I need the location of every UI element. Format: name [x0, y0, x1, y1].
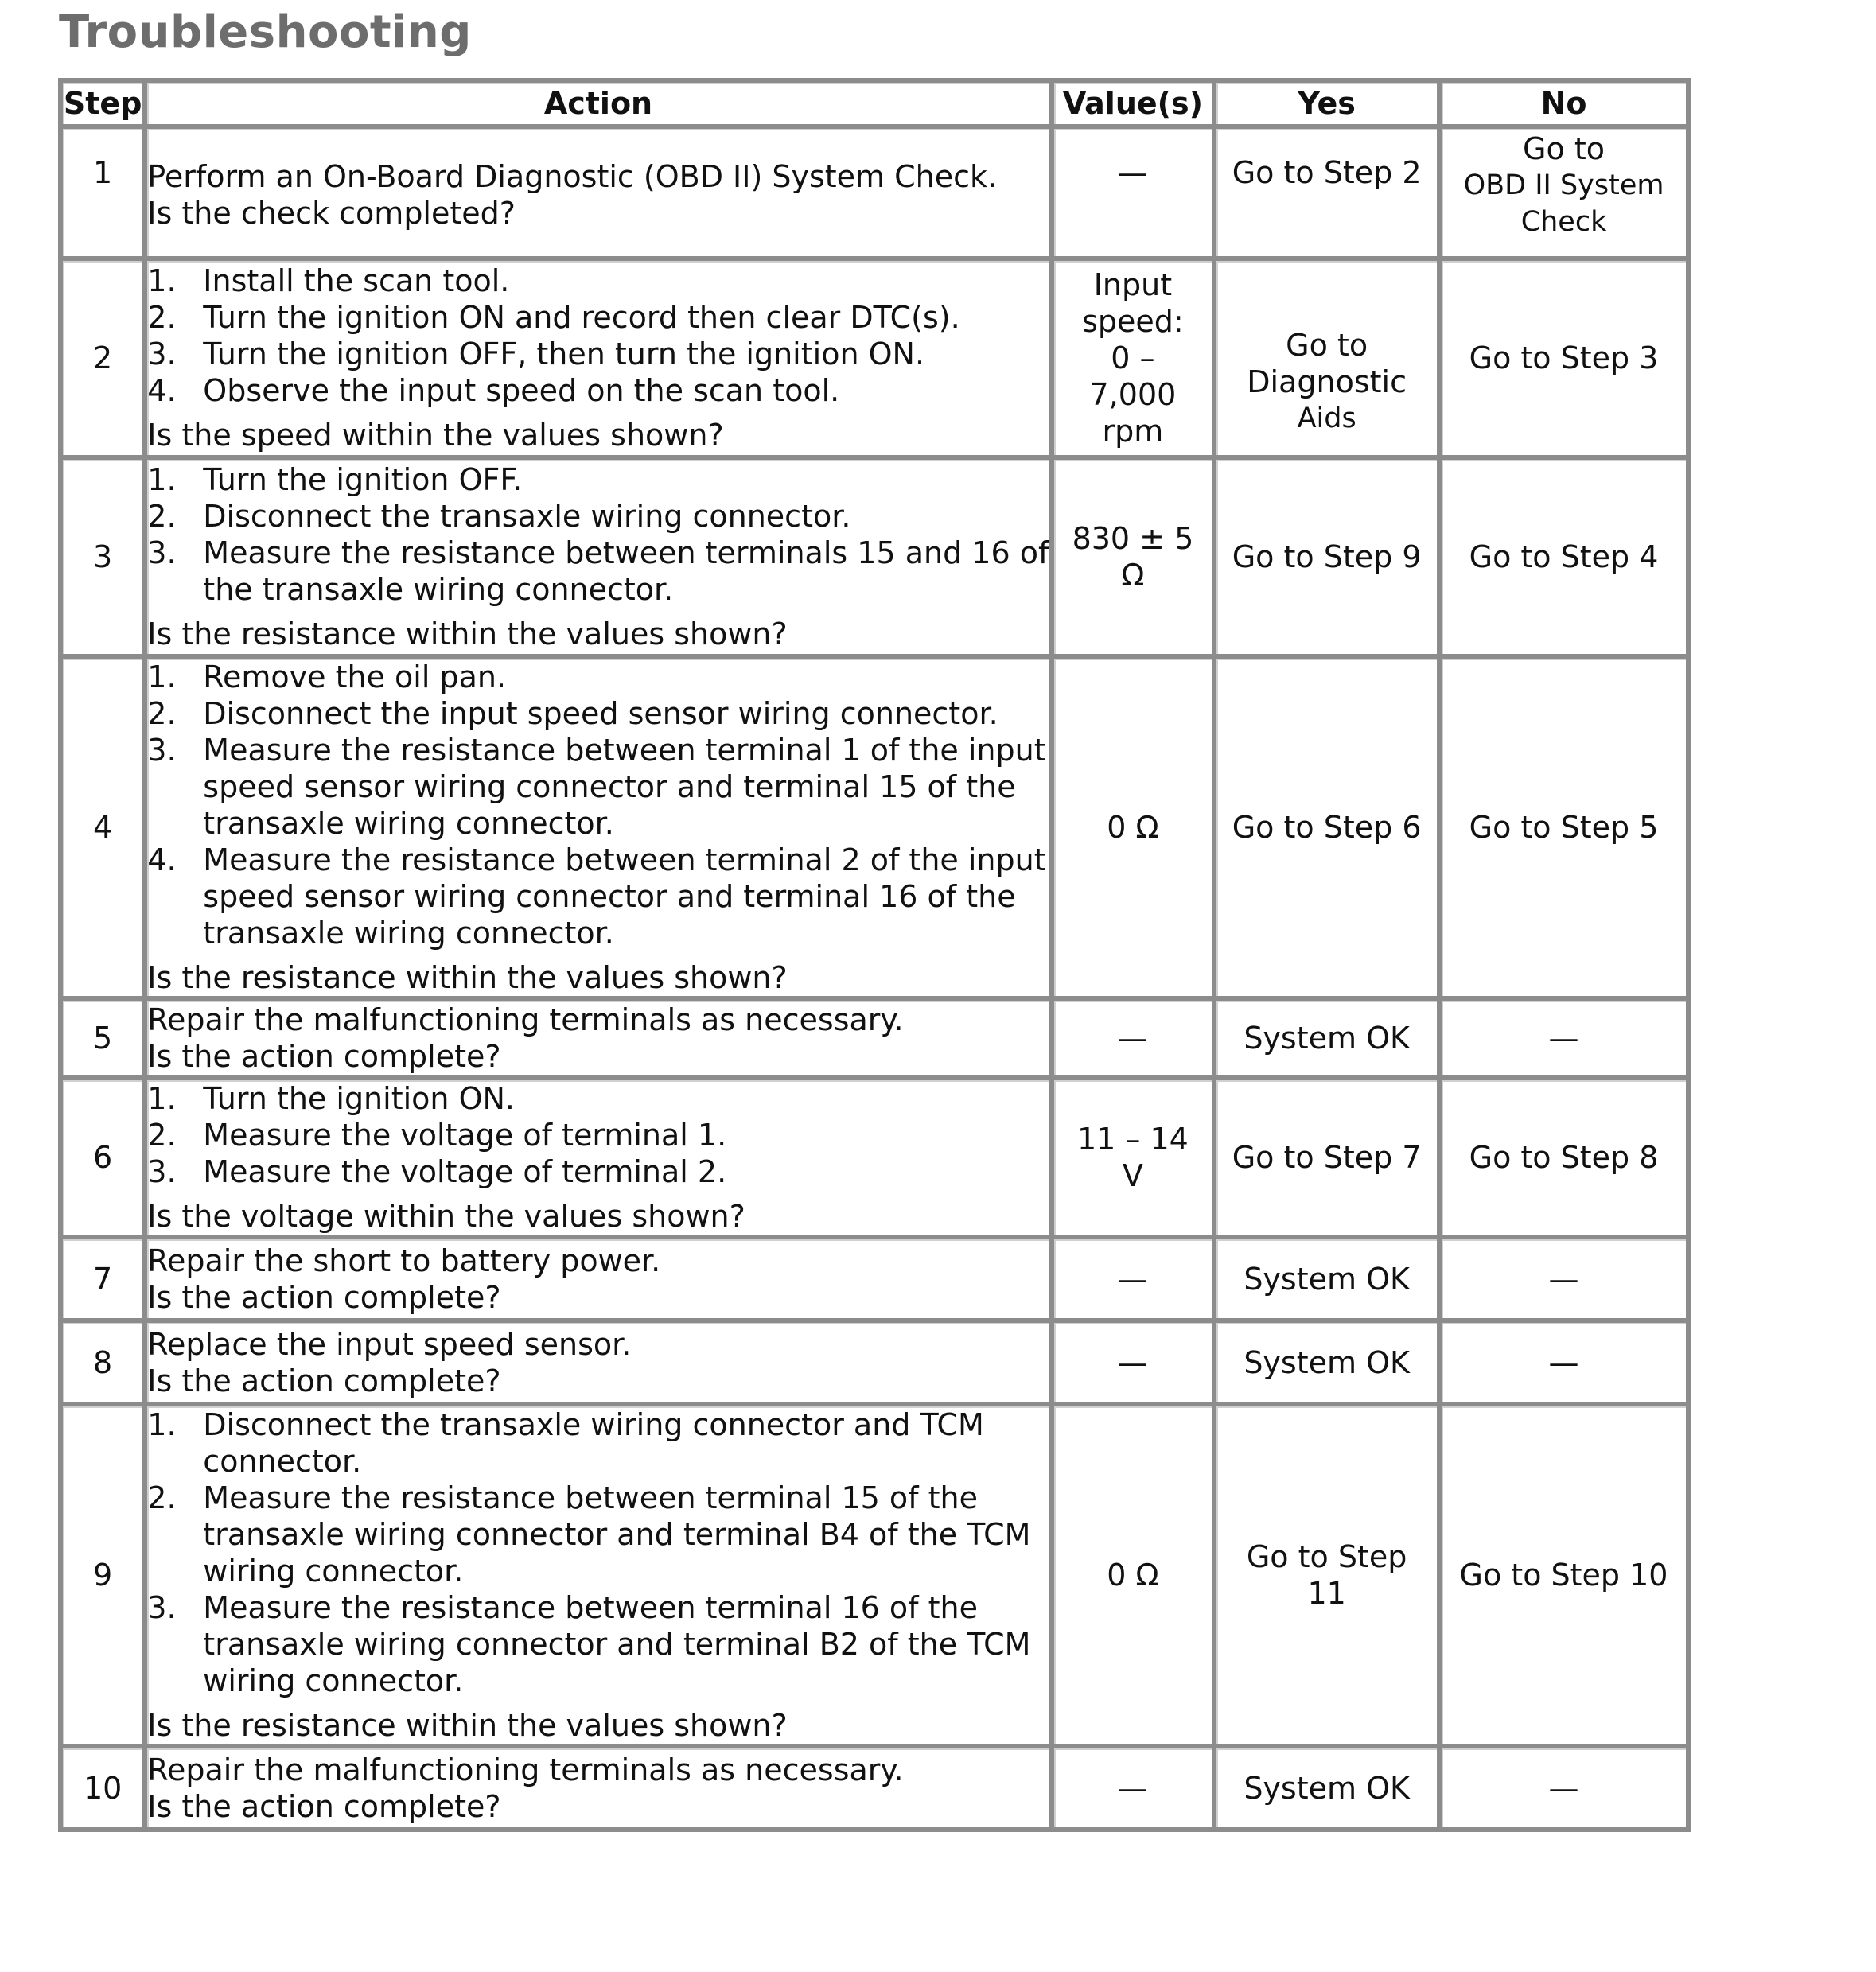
value-cell — [1054, 659, 1217, 1001]
action-list-item — [147, 498, 1049, 535]
action-item-text: Turn the ignition OFF, then turn the ignition ON. — [203, 336, 925, 371]
value-text: — — [1117, 1344, 1148, 1380]
action-question: Is the action complete? — [147, 1279, 501, 1315]
no-text: Go to Step 3 — [1469, 340, 1659, 375]
step-number: 10 — [63, 1748, 147, 1832]
action-question: Is the action complete? — [147, 1788, 501, 1824]
action-item-text: Measure the voltage of terminal 1. — [203, 1118, 727, 1153]
value-line: Ω — [1121, 558, 1145, 593]
action-list — [147, 263, 1049, 409]
action-line: Perform an On-Board Diagnostic (OBD II) System Check. — [147, 159, 998, 194]
no-text: Go to Step 8 — [1469, 1140, 1659, 1175]
action-question: Is the resistance within the values shown? — [147, 616, 788, 651]
value-cell — [1054, 261, 1217, 460]
table-row — [63, 1323, 1691, 1406]
action-item-text: Measure the resistance between terminals 15 and 16 of the transaxle wiring connector. — [203, 535, 1049, 607]
header-row — [63, 83, 1691, 129]
table-row — [63, 1239, 1691, 1323]
action-list-item — [147, 1080, 1049, 1117]
action-item-number: 1. — [147, 659, 177, 694]
action-question: Is the speed within the values shown? — [147, 418, 724, 453]
step-number: 7 — [63, 1239, 147, 1323]
action-item-number: 4. — [147, 842, 177, 877]
action-cell — [147, 1323, 1053, 1406]
yes-cell — [1216, 1323, 1442, 1406]
action-question: Is the check completed? — [147, 196, 516, 231]
no-text: Go to Step 4 — [1469, 539, 1659, 574]
no-cell — [1442, 129, 1691, 261]
table-row — [63, 1406, 1691, 1748]
action-question: Is the action complete? — [147, 1363, 501, 1398]
no-text: — — [1548, 1770, 1579, 1806]
action-item-number: 2. — [147, 1118, 177, 1153]
action-list-item — [147, 1153, 1049, 1190]
value-line: 830 ± 5 — [1072, 521, 1194, 556]
page-title: Troubleshooting — [59, 6, 472, 58]
action-line: Repair the malfunctioning terminals as necessary. — [147, 1002, 904, 1037]
action-item-number: 2. — [147, 1480, 177, 1515]
yes-cell — [1216, 1239, 1442, 1323]
action-item-text: Remove the oil pan. — [203, 659, 507, 694]
yes-text: Go to Step 7 — [1232, 1140, 1422, 1175]
action-list-item — [147, 372, 1049, 409]
value-cell — [1054, 1080, 1217, 1239]
action-item-text: Install the scan tool. — [203, 263, 510, 298]
yes-line: Diagnostic — [1247, 364, 1407, 399]
yes-text: Go to Step 9 — [1232, 539, 1422, 574]
value-line: V — [1122, 1158, 1143, 1193]
yes-cell — [1216, 261, 1442, 460]
action-item-text: Measure the voltage of terminal 2. — [203, 1154, 727, 1189]
action-item-number: 3. — [147, 1590, 177, 1625]
value-text: — — [1117, 1261, 1148, 1297]
value-cell — [1054, 1748, 1217, 1832]
action-list-item — [147, 732, 1049, 842]
action-item-number: 4. — [147, 373, 177, 408]
no-text: Go to Step 5 — [1469, 810, 1659, 845]
action-item-text: Turn the ignition ON. — [203, 1081, 515, 1116]
yes-line: 11 — [1307, 1576, 1346, 1611]
action-item-number: 1. — [147, 462, 177, 497]
action-list — [147, 1406, 1049, 1699]
value-line: speed: — [1082, 304, 1184, 339]
action-cell — [147, 1239, 1053, 1323]
no-cell — [1442, 1323, 1691, 1406]
yes-cell — [1216, 1001, 1442, 1080]
action-cell — [147, 460, 1053, 659]
table-row — [63, 1001, 1691, 1080]
step-number: 3 — [63, 460, 147, 659]
step-number: 6 — [63, 1080, 147, 1239]
yes-text: Go to Step 2 — [1232, 155, 1422, 190]
yes-cell — [1216, 1748, 1442, 1832]
no-cell — [1442, 1406, 1691, 1748]
value-line: 7,000 — [1089, 377, 1177, 412]
no-cell — [1442, 1239, 1691, 1323]
action-item-text: Disconnect the transaxle wiring connector. — [203, 499, 851, 534]
action-list-item — [147, 1589, 1049, 1699]
header-no: No — [1442, 83, 1691, 129]
yes-line: Go to — [1286, 328, 1368, 363]
no-cell — [1442, 659, 1691, 1001]
step-number: 9 — [63, 1406, 147, 1748]
table-body — [63, 129, 1691, 1832]
step-number: 5 — [63, 1001, 147, 1080]
action-line: Repair the short to battery power. — [147, 1243, 661, 1278]
yes-line: Aids — [1297, 403, 1356, 434]
action-item-number: 2. — [147, 696, 177, 731]
action-item-number: 3. — [147, 1154, 177, 1189]
action-item-number: 1. — [147, 1407, 177, 1442]
action-list-item — [147, 535, 1049, 608]
value-text: 0 Ω — [1107, 810, 1159, 845]
yes-cell — [1216, 659, 1442, 1001]
action-question: Is the resistance within the values shown? — [147, 1708, 788, 1743]
value-line: rpm — [1102, 414, 1164, 449]
action-list-item — [147, 299, 1049, 336]
action-cell — [147, 129, 1053, 261]
no-line: Go to — [1523, 131, 1605, 166]
table-row — [63, 659, 1691, 1001]
no-text: — — [1548, 1344, 1579, 1380]
value-cell — [1054, 1239, 1217, 1323]
step-number: 4 — [63, 659, 147, 1001]
action-item-number: 1. — [147, 263, 177, 298]
table-row — [63, 129, 1691, 261]
action-cell — [147, 1748, 1053, 1832]
value-text: — — [1117, 155, 1148, 190]
step-number: 8 — [63, 1323, 147, 1406]
action-list — [147, 659, 1049, 951]
yes-text: System OK — [1244, 1344, 1410, 1380]
action-item-number: 2. — [147, 300, 177, 335]
action-list-item — [147, 842, 1049, 951]
action-question: Is the voltage within the values shown? — [147, 1199, 745, 1234]
action-list-item — [147, 1406, 1049, 1480]
action-item-number: 3. — [147, 535, 177, 570]
yes-text: System OK — [1244, 1261, 1410, 1297]
no-cell — [1442, 261, 1691, 460]
action-cell — [147, 659, 1053, 1001]
header-step: Step — [63, 83, 147, 129]
action-item-text: Measure the resistance between terminal 1 of the input speed sensor wiring connector and terminal 15 of the transaxle wiring connector. — [203, 733, 1046, 841]
action-cell — [147, 1080, 1053, 1239]
action-list-item — [147, 659, 1049, 695]
no-line: Check — [1520, 206, 1607, 238]
no-cell — [1442, 460, 1691, 659]
no-cell — [1442, 1748, 1691, 1832]
action-item-number: 3. — [147, 733, 177, 768]
action-item-text: Turn the ignition OFF. — [203, 462, 523, 497]
step-number: 2 — [63, 261, 147, 460]
action-item-text: Observe the input speed on the scan tool. — [203, 373, 840, 408]
table-row — [63, 1748, 1691, 1832]
action-line: Repair the malfunctioning terminals as necessary. — [147, 1752, 904, 1787]
action-item-text: Disconnect the transaxle wiring connector and TCM connector. — [203, 1407, 984, 1479]
yes-cell — [1216, 1080, 1442, 1239]
action-question: Is the action complete? — [147, 1039, 501, 1074]
value-line: 11 – 14 — [1076, 1122, 1189, 1157]
header-action: Action — [147, 83, 1053, 129]
header-values: Value(s) — [1054, 83, 1217, 129]
yes-text: Go to Step 6 — [1232, 810, 1422, 845]
value-cell — [1054, 460, 1217, 659]
action-list-item — [147, 263, 1049, 299]
value-line: 0 – — [1111, 340, 1155, 375]
action-item-number: 2. — [147, 499, 177, 534]
action-list-item — [147, 1117, 1049, 1153]
action-item-text: Turn the ignition ON and record then clear DTC(s). — [203, 300, 960, 335]
no-text: — — [1548, 1261, 1579, 1297]
yes-cell — [1216, 129, 1442, 261]
table-row — [63, 261, 1691, 460]
action-cell — [147, 1001, 1053, 1080]
action-list-item — [147, 336, 1049, 372]
action-list — [147, 1080, 1049, 1190]
value-cell — [1054, 1001, 1217, 1080]
value-text: 0 Ω — [1107, 1558, 1159, 1593]
yes-cell — [1216, 460, 1442, 659]
action-item-text: Disconnect the input speed sensor wiring connector. — [203, 696, 998, 731]
action-list-item — [147, 461, 1049, 498]
action-item-text: Measure the resistance between terminal 16 of the transaxle wiring connector and terminal B2 of the TCM wiring connector. — [203, 1590, 1031, 1698]
action-list-item — [147, 1480, 1049, 1589]
yes-text: System OK — [1244, 1021, 1410, 1056]
action-item-text: Measure the resistance between terminal 15 of the transaxle wiring connector and terminal B4 of the TCM wiring connector. — [203, 1480, 1031, 1589]
step-number: 1 — [63, 129, 147, 261]
value-text: — — [1117, 1021, 1148, 1056]
no-text: — — [1548, 1021, 1579, 1056]
action-item-number: 3. — [147, 336, 177, 371]
value-text: — — [1117, 1770, 1148, 1806]
value-line: Input — [1093, 267, 1173, 302]
no-cell — [1442, 1080, 1691, 1239]
no-cell — [1442, 1001, 1691, 1080]
yes-text: System OK — [1244, 1770, 1410, 1806]
action-item-number: 1. — [147, 1081, 177, 1116]
table-row — [63, 460, 1691, 659]
action-cell — [147, 1406, 1053, 1748]
table-row — [63, 1080, 1691, 1239]
value-cell — [1054, 1323, 1217, 1406]
header-yes: Yes — [1216, 83, 1442, 129]
no-line: OBD II System — [1463, 169, 1664, 201]
yes-cell — [1216, 1406, 1442, 1748]
yes-line: Go to Step — [1246, 1539, 1407, 1574]
troubleshooting-table — [58, 78, 1691, 1832]
action-list — [147, 461, 1049, 608]
action-list-item — [147, 695, 1049, 732]
value-cell — [1054, 129, 1217, 261]
action-item-text: Measure the resistance between terminal 2 of the input speed sensor wiring connector and terminal 16 of the transaxle wiring connector. — [203, 842, 1046, 951]
action-line: Replace the input speed sensor. — [147, 1326, 632, 1362]
value-cell — [1054, 1406, 1217, 1748]
no-text: Go to Step 10 — [1459, 1558, 1668, 1593]
action-cell — [147, 261, 1053, 460]
action-question: Is the resistance within the values shown? — [147, 960, 788, 995]
